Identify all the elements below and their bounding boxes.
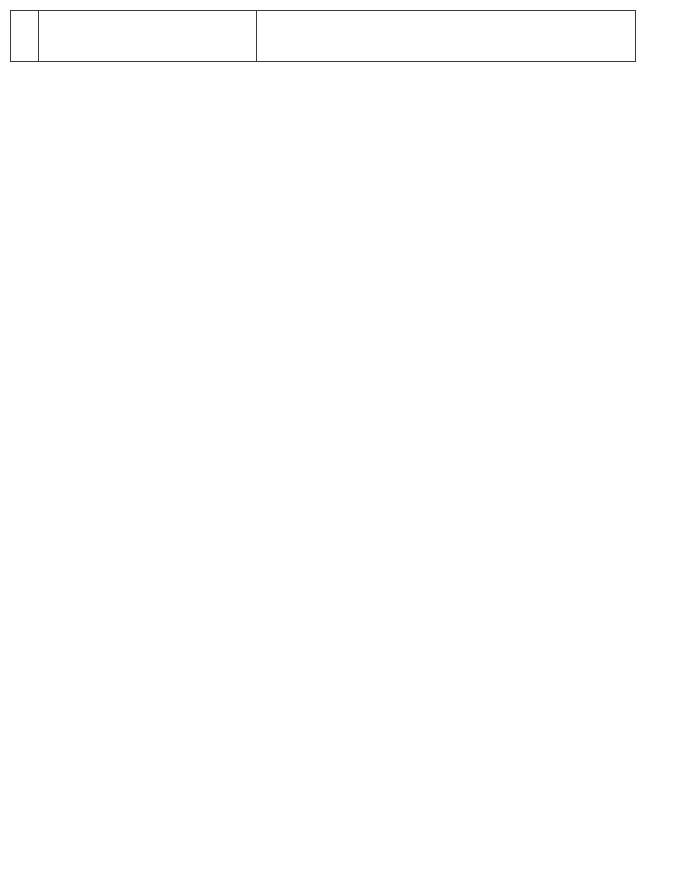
header-unit	[39, 11, 257, 61]
works-table	[10, 10, 636, 872]
table-header	[10, 10, 636, 62]
header-nr	[11, 11, 39, 61]
header-works	[257, 11, 636, 61]
